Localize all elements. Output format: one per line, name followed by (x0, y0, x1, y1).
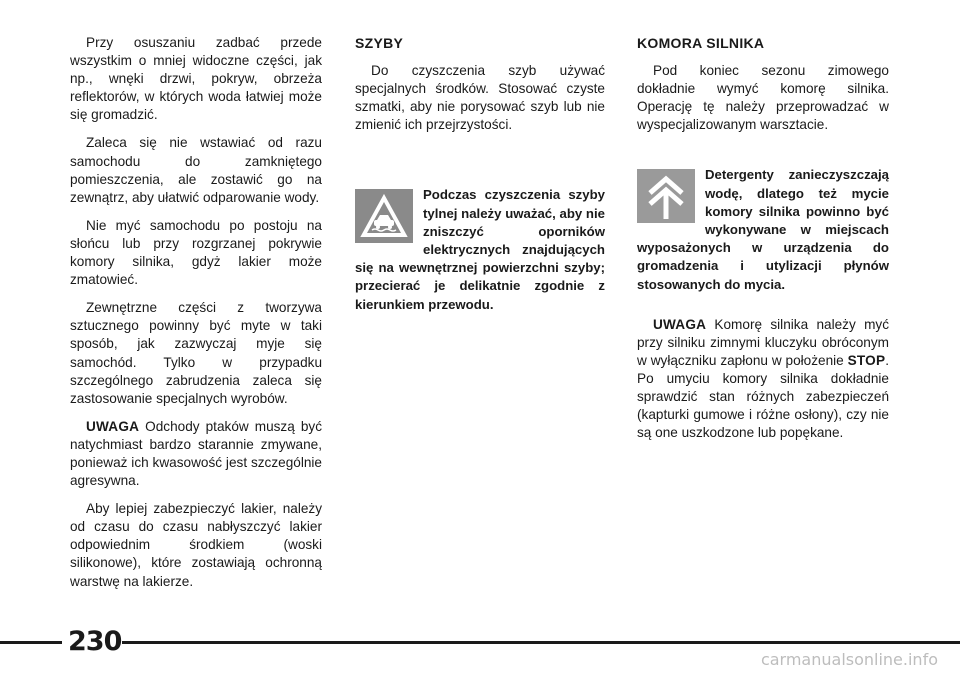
section-heading-windows: SZYBY (355, 35, 404, 51)
paragraph-garage: Zaleca się nie wstawiać od razu samochodu do zamkniętego pomieszczenia, ale zostawić go na zewnątrz, aby ułatwić odparowanie wody. (70, 135, 322, 205)
column-middle (355, 34, 605, 314)
paragraph-sun: Nie myć samochodu po postoju na słońcu lub przy rozgrzanej pokrywie komory silnika, gdyż lakier może zmatowieć. (70, 217, 322, 288)
column-left (70, 34, 322, 601)
paragraph-windows: Do czyszczenia szyb używać specjalnych środków. Stosować czyste szmatki, aby nie porysować szyb lub nie zmienić ich przejrzystości. (355, 63, 605, 133)
note-text: Odchody ptaków muszą być natychmiast bardzo starannie zmywane, ponieważ ich kwasowość jest szczególnie agresywna. (70, 418, 322, 489)
footer-rule-right (122, 641, 960, 644)
environment-tree-icon (637, 169, 695, 223)
section-heading-engine-bay: KOMORA SILNIKA (637, 35, 765, 51)
note-text-b: . Po umyciu komory silnika dokładnie sprawdzić stan różnych zabezpieczeń (kapturki gumowe i różne osłony), czy nie są one uszkodzone lub popękane. (637, 353, 889, 441)
column-right (637, 34, 889, 453)
page-number: 230 (68, 626, 122, 657)
footer-rule-left (0, 641, 62, 644)
warning-box (355, 186, 605, 313)
note-text-a: Komorę silnika należy myć przy silniku zimnymi kluczyku obróconym w wyłączniku zapłonu w położenie (637, 316, 889, 369)
environment-note-text: Detergenty zanieczyszczają wodę, dlatego też mycie komory silnika powinno być wykonywane w miejscach wyposażonych w urządzenia do gromadzenia i utylizacji płynów stosowanych do mycia. (637, 167, 889, 292)
paragraph-bird-droppings (70, 418, 322, 490)
stop-label: STOP (847, 353, 886, 369)
paragraph-wax: Aby lepiej zabezpieczyć lakier, należy od czasu do czasu nabłyszczyć lakier odpowiednim środkiem (woski silikonowe), które zostawiają ochronną warstwę na lakierze. (70, 501, 322, 589)
paragraph-engine-wash: Pod koniec sezonu zimowego dokładnie wymyć komorę silnika. Operację tę należy przeprowadzać w wyspecjalizowanym warsztacie. (637, 63, 889, 133)
warning-text: Podczas czyszczenia szyby tylnej należy uważać, aby nie zniszczyć oporników elektrycznych znajdujących się na wewnętrznej powierzchni szyby; przecierać je delikatnie zgodnie z kierunkiem przewodu. (355, 187, 605, 312)
note-label: UWAGA (653, 316, 707, 332)
environment-note-box (637, 166, 889, 293)
watermark: carmanualsonline.info (760, 650, 938, 669)
paragraph-engine-caution (637, 316, 889, 443)
paragraph-drying: Przy osuszaniu zadbać przede wszystkim o mniej widoczne części, jak np., wnęki drzwi, pokryw, obrzeża reflektorów, w których woda łatwiej może się gromadzić. (70, 35, 322, 123)
paragraph-plastic: Zewnętrzne części z tworzywa sztucznego powinny być myte w taki sposób, jak zazwyczaj myje się samochód. Tylko w przypadku szczególnego zabrudzenia zaleca się zastosowanie specjalnych wyrobów. (70, 300, 322, 406)
note-label: UWAGA (86, 418, 140, 434)
warning-triangle-icon (355, 189, 413, 243)
